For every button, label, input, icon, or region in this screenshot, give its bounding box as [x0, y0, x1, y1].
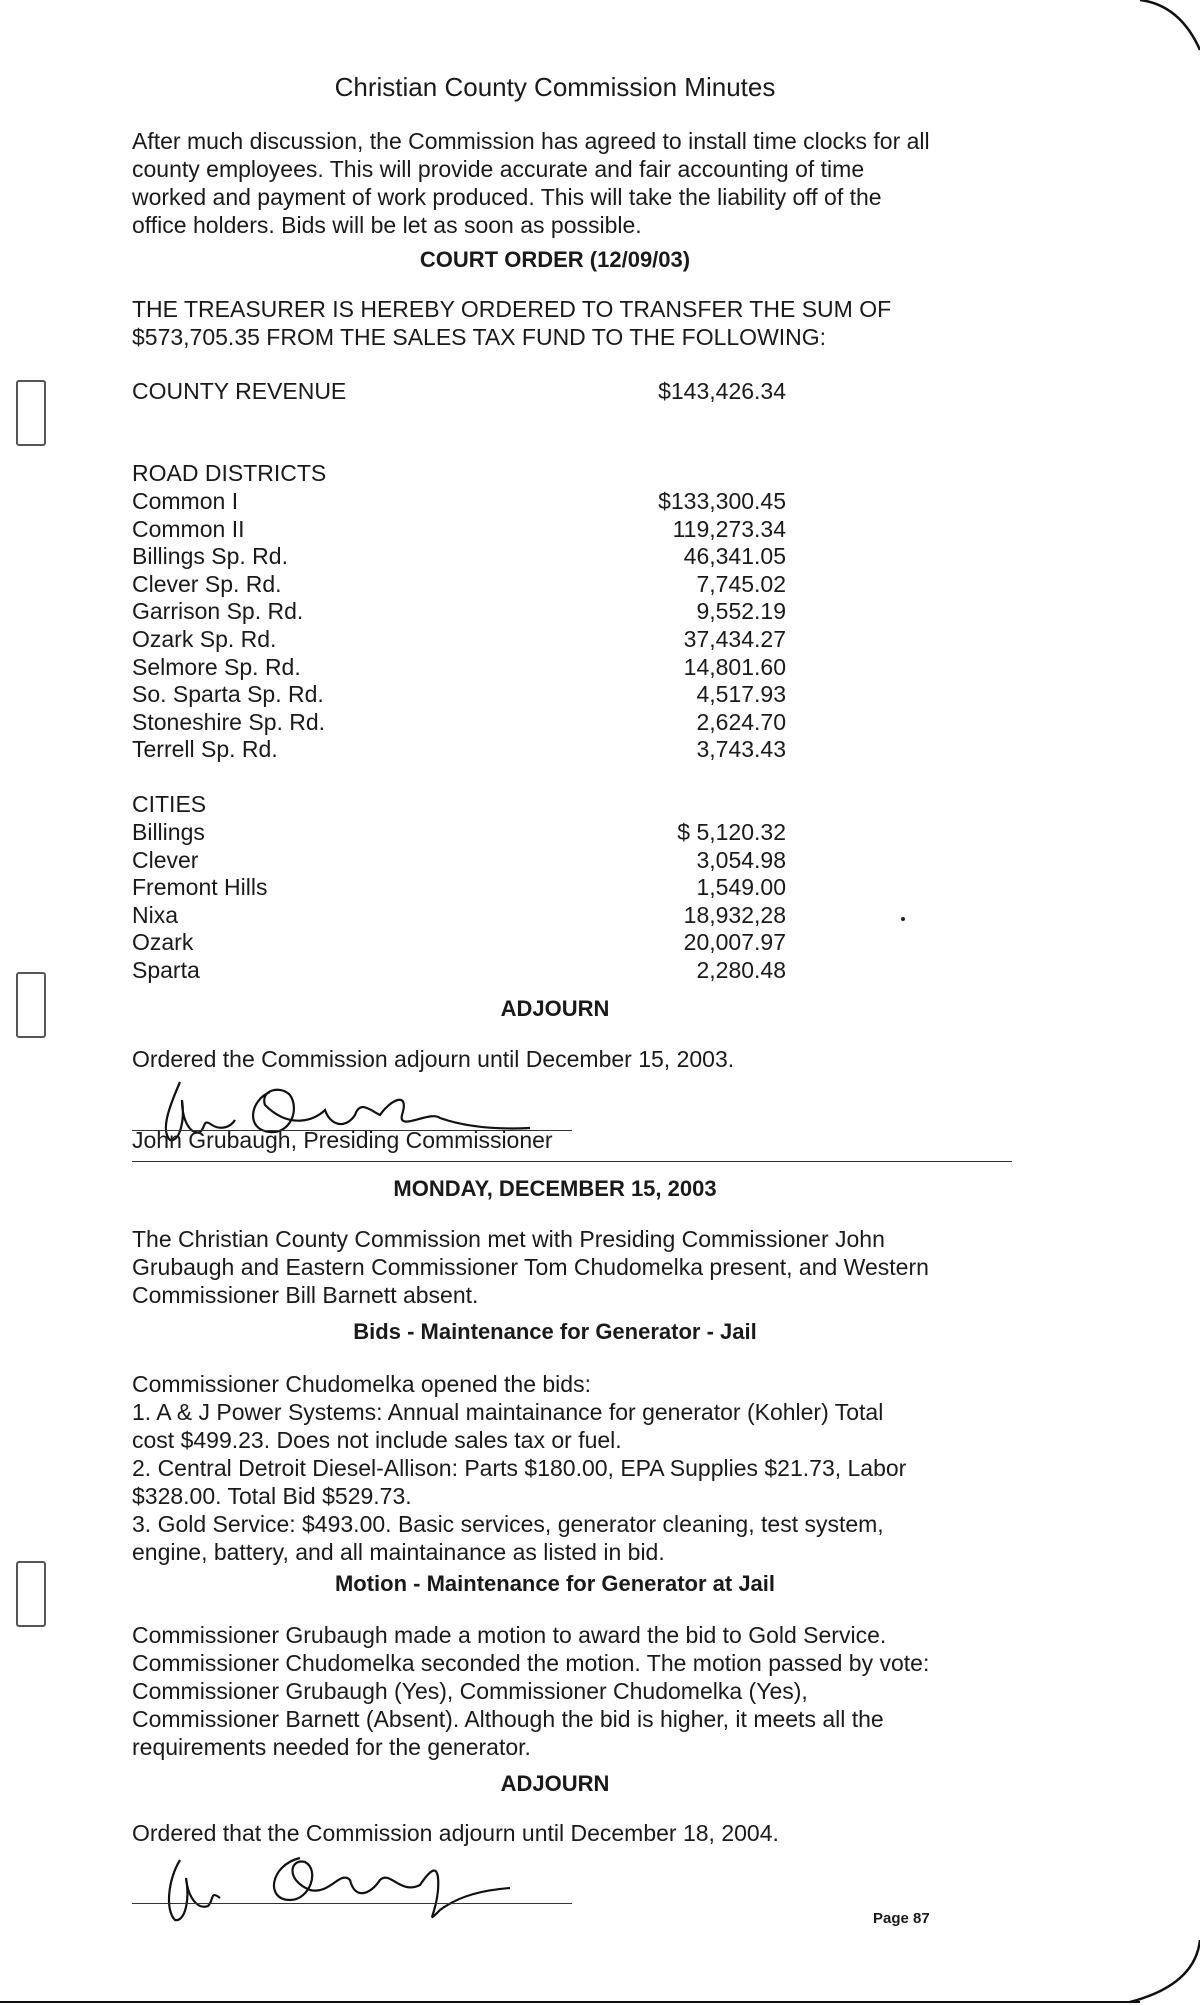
intro-line: After much discussion, the Commission has agreed to install time clocks for all [132, 128, 930, 154]
section-divider [132, 1161, 1012, 1162]
row-label: So. Sparta Sp. Rd. [132, 681, 324, 708]
road-district-row [132, 542, 786, 570]
bids-heading: Bids - Maintenance for Generator - Jail [353, 1319, 757, 1344]
cities-heading: CITIES [132, 791, 207, 817]
county-revenue-row [132, 377, 786, 405]
row-amount: 1,549.00 [696, 874, 786, 901]
row-label: Garrison Sp. Rd. [132, 598, 304, 625]
city-row [132, 846, 786, 874]
motion-paragraph [132, 1621, 1012, 1761]
road-districts-heading: ROAD DISTRICTS [132, 460, 327, 486]
row-amount: 46,341.05 [683, 543, 786, 570]
row-amount: 119,273.34 [672, 515, 786, 542]
row-label: Billings [132, 819, 205, 845]
signature-caption: John Grubaugh, Presiding Commissioner [132, 1127, 553, 1153]
row-amount: 18,932,28 [683, 901, 786, 928]
row-label: Common I [132, 488, 239, 514]
city-row [132, 928, 786, 956]
row-label: Nixa [132, 901, 179, 928]
bid-line: Commissioner Chudomelka opened the bids: [132, 1371, 591, 1397]
row-amount: 7,745.02 [696, 570, 786, 597]
row-label: Clever [132, 846, 199, 873]
bid-line: 2. Central Detroit Diesel-Allison: Parts $180.00, EPA Supplies $21.73, Labor [132, 1455, 907, 1481]
row-amount: 4,517.93 [696, 681, 786, 708]
motion-line: Commissioner Grubaugh made a motion to award the bid to Gold Service. [132, 1622, 887, 1648]
meeting-line: Grubaugh and Eastern Commissioner Tom Chudomelka present, and Western [132, 1254, 929, 1280]
row-label: Sparta [132, 957, 200, 983]
row-label: Billings Sp. Rd. [132, 543, 288, 570]
road-district-row [132, 487, 786, 515]
row-amount: $143,426.34 [658, 378, 786, 404]
bid-line: cost $499.23. Does not include sales tax or fuel. [132, 1427, 622, 1453]
bid-line: 1. A & J Power Systems: Annual maintainance for generator (Kohler) Total [132, 1399, 884, 1425]
road-district-row [132, 597, 786, 625]
row-amount: 14,801.60 [683, 653, 786, 680]
court-order-heading: COURT ORDER (12/09/03) [419, 247, 691, 272]
meeting-line: Commissioner Bill Barnett absent. [132, 1282, 479, 1308]
row-label: Ozark Sp. Rd. [132, 626, 277, 652]
intro-line: office holders. Bids will be let as soon as possible. [132, 212, 642, 238]
row-label: Common II [132, 515, 245, 542]
binder-hole-top [16, 380, 46, 446]
page-number: Page 87 [873, 1910, 930, 1927]
motion-line: requirements needed for the generator. [132, 1734, 531, 1760]
adjourn-heading: ADJOURN [500, 996, 610, 1021]
page-corner-top-right [1140, 0, 1200, 60]
stray-dot [901, 917, 905, 921]
motion-line: Commissioner Grubaugh (Yes), Commissioner Chudomelka (Yes), [132, 1678, 808, 1704]
row-label: Ozark [132, 929, 194, 956]
adjourn-text-2: Ordered that the Commission adjourn until December 18, 2004. [132, 1820, 779, 1846]
row-label: Fremont Hills [132, 874, 268, 901]
page-title: Christian County Commission Minutes [334, 72, 776, 102]
row-label: Clever Sp. Rd. [132, 570, 282, 597]
page-bottom-edge [0, 2001, 1140, 2003]
row-label: Selmore Sp. Rd. [132, 653, 301, 680]
row-amount: 2,624.70 [696, 708, 786, 735]
row-amount: 37,434.27 [683, 626, 786, 652]
meeting-line: The Christian County Commission met with Presiding Commissioner John [132, 1226, 885, 1252]
motion-line: Commissioner Barnett (Absent). Although the bid is higher, it meets all the [132, 1706, 884, 1732]
row-label: COUNTY REVENUE [132, 378, 347, 404]
adjourn-text: Ordered the Commission adjourn until December 15, 2003. [132, 1046, 735, 1072]
adjourn-heading-2: ADJOURN [500, 1771, 610, 1796]
bid-line: engine, battery, and all maintainance as listed in bid. [132, 1539, 665, 1565]
order-line: $573,705.35 FROM THE SALES TAX FUND TO THE FOLLOWING: [132, 324, 827, 350]
intro-line: county employees. This will provide accurate and fair accounting of time [132, 156, 865, 182]
page-corner-bottom-right [1120, 1940, 1200, 2005]
road-district-row [132, 515, 786, 543]
road-district-row [132, 680, 786, 708]
signature-john-grubaugh-2 [140, 1840, 580, 1930]
intro-line: worked and payment of work produced. This will take the liability off of the [132, 184, 882, 210]
row-amount: 3,054.98 [696, 846, 786, 873]
court-order-text [132, 295, 1012, 351]
row-amount: 9,552.19 [696, 598, 786, 625]
city-row [132, 873, 786, 901]
meeting-date-heading: MONDAY, DECEMBER 15, 2003 [393, 1176, 717, 1201]
row-amount: 3,743.43 [696, 736, 786, 763]
city-row [132, 901, 786, 929]
signature-line-2 [132, 1903, 572, 1904]
bid-line: 3. Gold Service: $493.00. Basic services, generator cleaning, test system, [132, 1511, 884, 1537]
road-district-row [132, 708, 786, 736]
road-district-row [132, 735, 786, 763]
motion-line: Commissioner Chudomelka seconded the motion. The motion passed by vote: [132, 1650, 930, 1676]
bids-list [132, 1370, 1012, 1566]
intro-paragraph [132, 127, 1012, 239]
row-amount: 20,007.97 [683, 929, 786, 956]
row-amount: $133,300.45 [658, 488, 786, 514]
bid-line: $328.00. Total Bid $529.73. [132, 1483, 412, 1509]
meeting-paragraph [132, 1225, 1012, 1309]
order-line: THE TREASURER IS HEREBY ORDERED TO TRANSFER THE SUM OF [132, 296, 892, 322]
row-label: Terrell Sp. Rd. [132, 736, 278, 763]
row-label: Stoneshire Sp. Rd. [132, 708, 326, 735]
road-district-row [132, 625, 786, 653]
city-row [132, 956, 786, 984]
motion-heading: Motion - Maintenance for Generator at Jail [334, 1571, 776, 1596]
city-row [132, 818, 786, 846]
row-amount: $ 5,120.32 [677, 819, 786, 845]
road-district-row [132, 653, 786, 681]
row-amount: 2,280.48 [696, 957, 786, 983]
road-district-row [132, 570, 786, 598]
